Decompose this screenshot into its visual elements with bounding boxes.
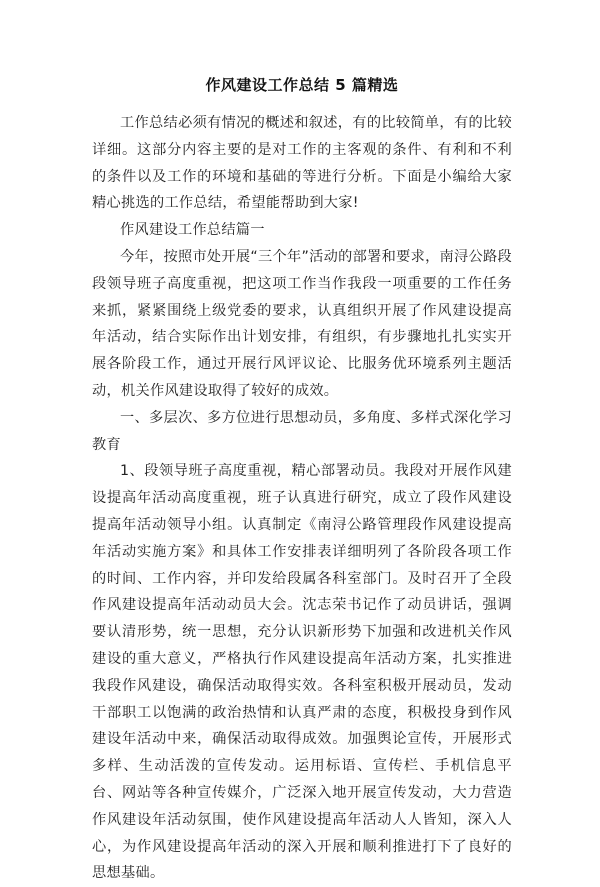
intro-paragraph: 工作总结必须有情况的概述和叙述，有的比较简单，有的比较详细。这部分内容主要的是对工作的主客观的条件、有利和不利的条件以及工作的环境和基础的等进行分析。下面是小编给大家精心挑选的工作总结，希望能帮助到大家! xyxy=(92,115,512,212)
subsection-heading: 一、多层次、多方位进行思想动员，多角度、多样式深化学习教育 xyxy=(92,409,512,453)
body-paragraph: 今年，按照市处开展“三个年”活动的部署和要求，南浔公路段段领导班子高度重视，把这项工作当作我段一项重要的工作任务来抓，紧紧围绕上级党委的要求，认真组织开展了作风建设提高年活动，结合实际作出计划安排，有组织，有步骤地扎扎实实开展各阶段工作，通过开展行风评议论、比服务优环境系列主题活动，机关作风建设取得了较好的成效。 xyxy=(92,248,512,399)
body-paragraph: 1、段领导班子高度重视，精心部署动员。我段对开展作风建设提高年活动高度重视，班子认真进行研究，成立了段作风建设提高年活动领导小组。认真制定《南浔公路管理段作风建设提高年活动实施方案》和具体工作安排表详细明列了各阶段各项工作的时间、工作内容，并印发给段属各科室部门。及时召开了全段作风建设提高年活动动员大会。沈志荣书记作了动员讲话，强调要认清形势，统一思想，充分认识新形势下加强和改进机关作风建设的重大意义，严格执行作风建设提高年活动方案，扎实推进我段作风建设，确保活动取得实效。各科室积极开展动员，发动干部职工以饱满的政治热情和认真严肃的态度，积极投身到作风建设年活动中来，确保活动取得成效。加强舆论宣传，开展形式多样、生动活泼的宣传发动。运用标语、宣传栏、手机信息平台、网站等各种宣传媒介，广泛深入地开展宣传发动，大力营造作风建设年活动氛围，使作风建设提高年活动人人皆知，深入人心，为作风建设提高年活动的深入开展和顺利推进打下了良好的思想基础。 xyxy=(92,463,512,882)
document-title: 作风建设工作总结 5 篇精选 xyxy=(205,76,399,94)
section-heading: 作风建设工作总结篇一 xyxy=(120,222,265,239)
